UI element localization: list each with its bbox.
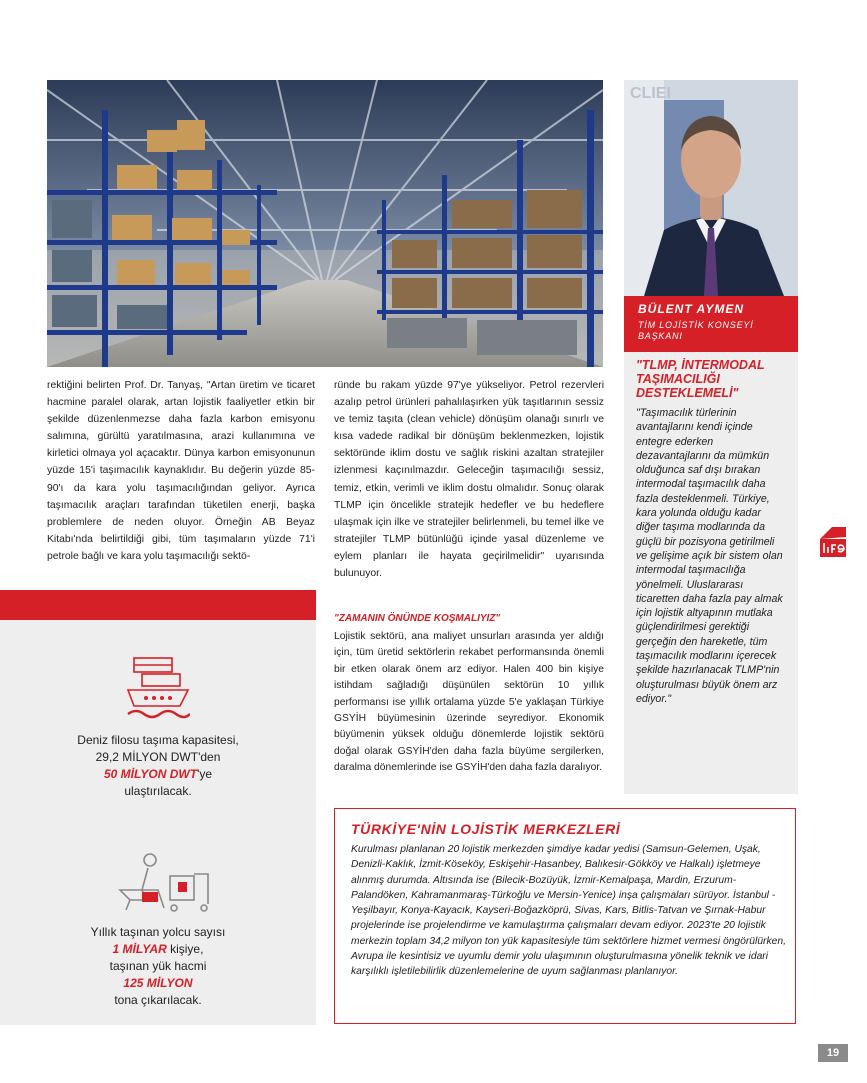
quote-title: "TLMP, İNTERMODAL TAŞIMACILIĞI DESTEKLEMELİ" bbox=[636, 358, 765, 400]
passenger-stat-highlight: 1 MİLYAR bbox=[112, 942, 167, 956]
section-subheading: "ZAMANIN ÖNÜNDE KOŞMALIYIZ" bbox=[334, 613, 501, 624]
sea-stat-suffix: 'ye bbox=[197, 767, 213, 781]
passenger-stat-line1: Yıllık taşınan yolcu sayısı bbox=[90, 925, 226, 939]
logistics-centers-box bbox=[334, 808, 796, 1024]
article-column-2: ründe bu rakam yüzde 97'ye yükseliyor. Petrol rezervleri azalıp petrol ürünleri pahalılaşırken yük taşıtlarının sessiz ve temiz taşıta (clean vehicle) dönüşüm olanağı sınırlı ve kısa vadede radikal bir dönüşüm beklenmezken, lojistik sektöründe iklim dostu ve sağlık riskini azaltan stratejiler izlenmesi kaçınılmazdır. Geleceğin taşımacılığı sessiz, temiz, etkin, verimli ve iklim dostu olmalıdır. Sonuç olarak TLMP için öncelikle stratejik hedefler ve bu hedeflere ulaşmak için ilke ve stratejiler belirlenmeli, bu temel ilke ve stratejiler TLMP bütünlüğü içinde yasal düzenleme ve eylem planları ile hayata geçirilmelidir" uyarısında bulunuyor. bbox=[334, 380, 604, 580]
svg-text:CLIEI: CLIEI bbox=[630, 85, 671, 102]
cargo-stat-line: taşınan yük hacmi bbox=[109, 959, 207, 973]
warehouse-photo bbox=[47, 80, 603, 367]
person-name-bar bbox=[624, 296, 798, 352]
sea-stat-highlight: 50 MİLYON DWT bbox=[103, 767, 198, 781]
page-number: 19 bbox=[818, 1044, 848, 1062]
logistics-centers-title: TÜRKİYE'NİN LOJİSTİK MERKEZLERİ bbox=[351, 821, 621, 837]
sea-stat-line1: Deniz filosu taşıma kapasitesi, bbox=[77, 733, 239, 747]
article-column-1: rektiğini belirten Prof. Dr. Tanyaş, "Artan üretim ve ticaret hacmine paralel olarak, artan lojistik faaliyetler etkin bir şekilde düzenlenmezse daha fazla karbon emisyonu salımına, gürültü yaratılmasına, arazi kullanımına ve kirletici olmaya yol açacaktır. Dünya karbon emisyonunun yüzde 15'i taşımacılık kaynaklıdır. Bu değerin yüzde 85-90'ı da kara yolu taşımacılığından geliyor. Ayrıca taşımacılık araçları tarafından tüketilen enerji, başka problemlere de neden oluyor. Örneğin AB Beyaz Kitabı'nda belirtildiği gibi, tüm taşımaların yüzde 71'i petrole bağlı ve kara yolu taşımacılığı sektö- bbox=[47, 380, 315, 562]
infographic-header-bar bbox=[0, 590, 316, 620]
person-title: TİM LOJİSTİK KONSEYİ BAŞKANI bbox=[638, 320, 754, 341]
life-logo-icon bbox=[818, 525, 848, 557]
portrait-photo bbox=[624, 80, 798, 296]
person-name: BÜLENT AYMEN bbox=[638, 302, 744, 316]
ship-icon bbox=[126, 652, 190, 729]
logistics-centers-text: Kurulması planlanan 20 lojistik merkezden şimdiye kadar yedisi (Samsun-Gelemen, Uşak, Denizli-Kaklık, İzmit-Köseköy, Eskişehir-Hasanbey, Balıkesir-Gökköy ve Halkalı) işletmeye alınmış durumda. Altısında ise (Bilecik-Bozüyük, İzmir-Kemalpaşa, Mardin, Erzurum-Palandöken, Kahramanmaraş-Türkoğlu ve Mersin-Yenice) inşa çalışmaları sürüyor. İstanbul -Yeşilbayır, Konya-Kayacık, Kayseri-Boğazköprü, Sivas, Kars, Bitlis-Tatvan ve Şırnak-Habur projelerinde ise projelendirme ve kamulaştırma çalışmaları devam ediyor. 2023'te 20 lojistik merkezin toplam 34,2 milyon ton yük kapasitesiyle tüm sektörlere hizmet vermesi öngörülürken, Avrupa ile kesintisiz ve uyumlu demir yolu ulaşımının oluşturulmasına yönelik teknik ve idari karşılıklı işletilebilirlik düzenlemelerine de uyum sağlanması planlanıyor. bbox=[351, 844, 786, 978]
quote-sidebar bbox=[624, 352, 798, 794]
passenger-cargo-icon bbox=[108, 852, 218, 919]
cargo-stat-highlight: 125 MİLYON bbox=[123, 976, 193, 990]
sea-stat-line4: ulaştırılacak. bbox=[124, 784, 192, 798]
cargo-stat-line5: tona çıkarılacak. bbox=[114, 993, 202, 1007]
sea-stat-line2: 29,2 MİLYON DWT'den bbox=[95, 750, 221, 764]
quote-text: "Taşımacılık türlerinin avantajlarını kendi içinde entegre ederken dezavantajlarını da mümkün olduğunca saf dışı bırakan intermodal taşımacılık daha fazla desteklenmeli. Türkiye, kara yolunda olduğu kadar diğer taşıma modlarında da güçlü bir pozisyona getirilmeli ve gelişime açık bir sistem olan intermodal taşımacılığa yönelmeli. Uluslararası ticaretten daha fazla pay almak için lojistik altyapının mutlaka güçlendirilmesi gerektiği gerçeğin den hareketle, tüm taşımacılık modlarını içerecek şekilde hazırlanacak TLMP'nin oluşturulması büyük önem arz ediyor." bbox=[636, 407, 783, 705]
passenger-stat bbox=[0, 924, 316, 1009]
infographic-panel bbox=[0, 620, 316, 1025]
passenger-stat-suffix: kişiye, bbox=[166, 942, 204, 956]
sea-fleet-stat bbox=[0, 732, 316, 800]
article-column-2-section: Lojistik sektörü, ana maliyet unsurları arasında yer aldığı için, tüm üretid sektörlerin rekabet performansında önemli bir etken olarak önem arz ediyor. Halen 400 bin kişiye istihdam sağladığı düşünülen sektörün 10 yıllık performansı ise yıllık ortalama yüzde 5'e yaklaşan Türkiye GSYİH büyümesinin üzerinde seyrediyor. Ekonomik büyümenin yüksek olduğu dönemlerde lojistik sektörü doğal olarak GSYİH'den daha fazla büyüme sergilerken, daralma dönemlerinde ise GSYİH'den daha fazla daralıyor. bbox=[334, 631, 604, 774]
